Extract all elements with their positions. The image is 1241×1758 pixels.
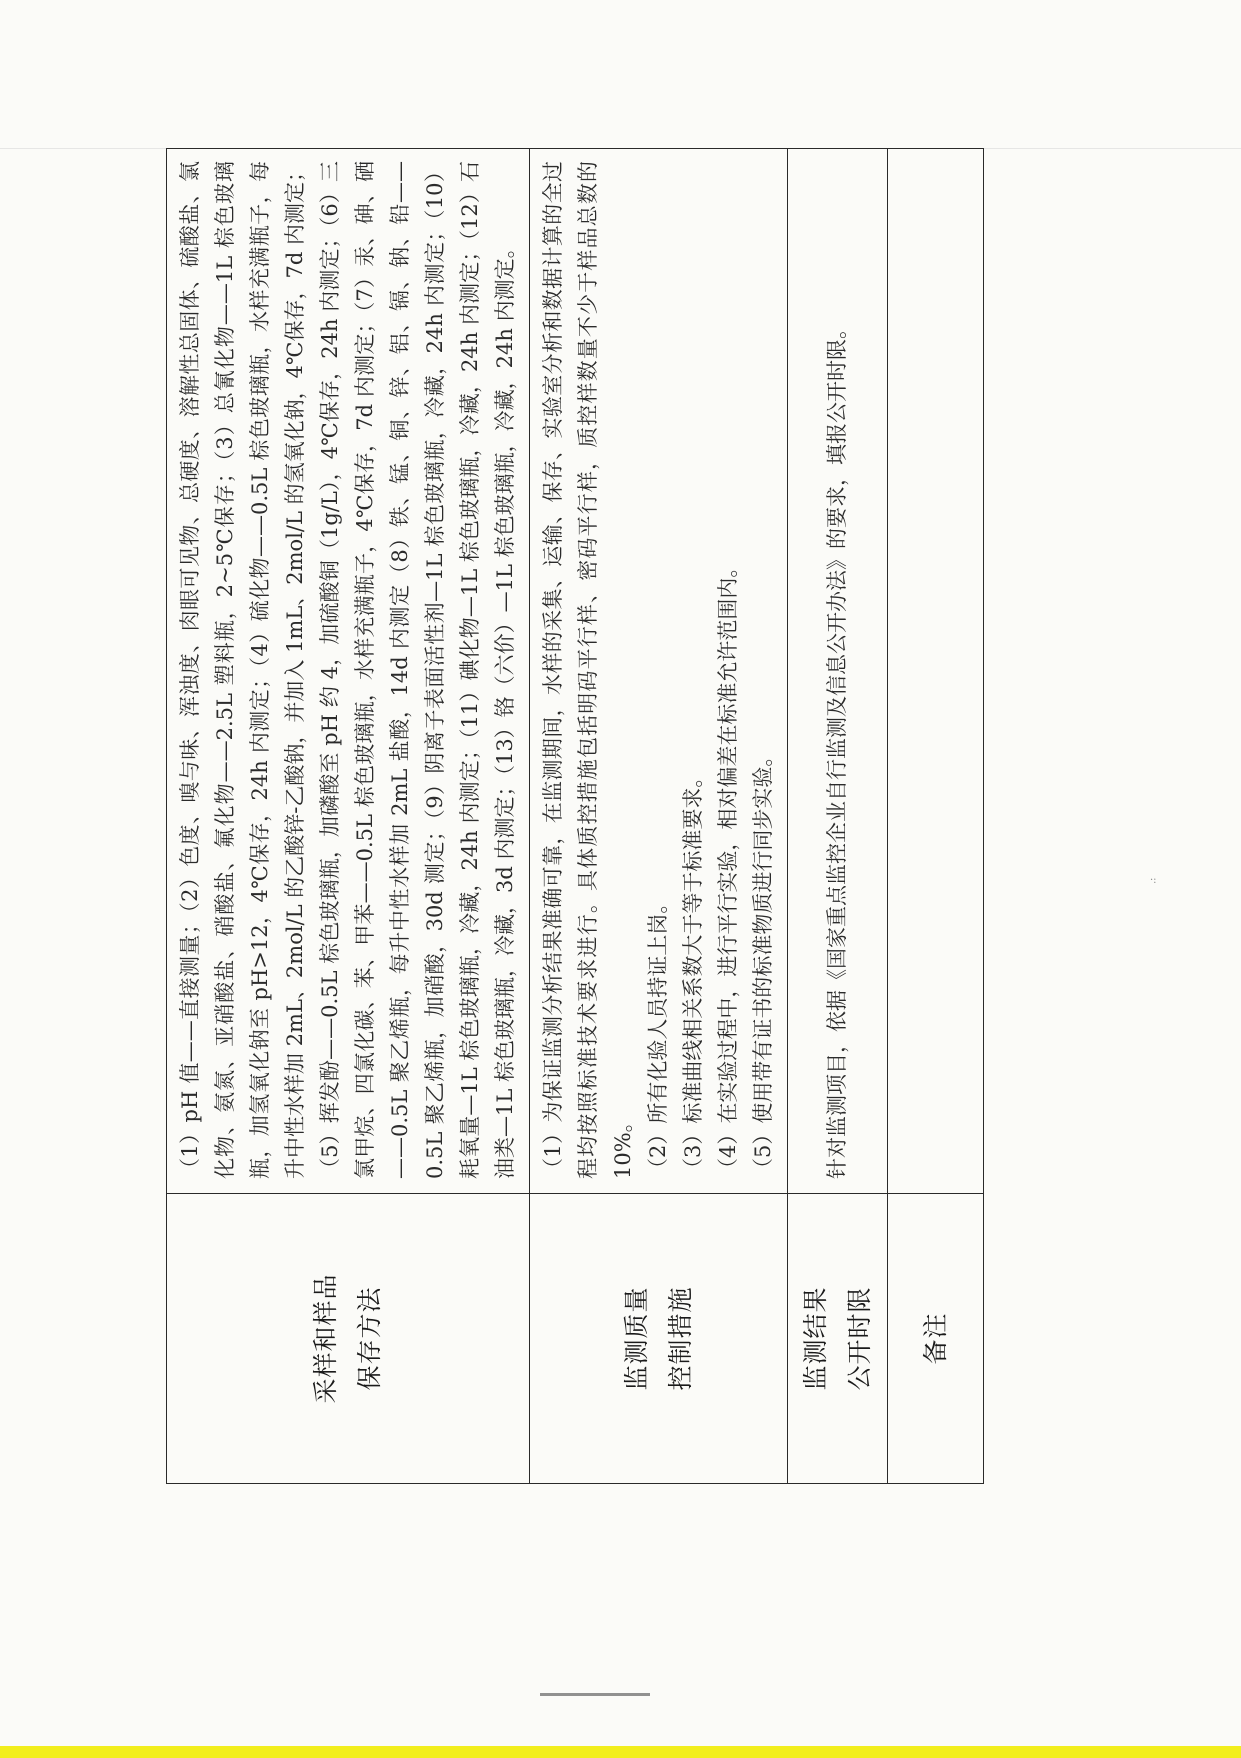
row-content-disclosure: [788, 149, 888, 1194]
label-line: 控制措施: [665, 1286, 695, 1391]
table-row-sampling: [167, 149, 530, 1484]
paragraph: （3）标准曲线相关系数大于等于标准要求。: [681, 766, 705, 1179]
paragraph: 针对监测项目，依据《国家重点监控企业自行监测及信息公开办法》的要求，填报公开时限。: [825, 318, 849, 1179]
row-label-remarks: [888, 1194, 984, 1484]
scan-artifact-specks: [540, 1693, 650, 1696]
paragraph: （1）pH 值——直接测量；（2）色度、嗅与味、浑浊度、肉眼可见物、总硬度、溶解性总固体、硫酸盐、氯化物、氨氮、亚硝酸盐、硝酸盐、氟化物——2.5L 塑料瓶，2~5℃保存；（3）总氰化物——1L 棕色玻璃瓶，加氢氧化钠至 pH>12，4℃保存，24h 内测定；（4）硫化物——0.5L 棕色玻璃瓶，水样充满瓶子，每升中性水样加 2mL、2mol/L 的乙酸锌-乙酸钠，并加入 1mL、2mol/L 的氢氧化钠，4℃保存，7d 内测定；（5）挥发酚——0.5L 棕色玻璃瓶，加磷酸至 pH 约 4，加硫酸铜（1g/L），4℃保存，24h 内测定；（6）三氯甲烷、四氯化碳、苯、甲苯——0.5L 棕色玻璃瓶，水样充满瓶子，4℃保存，7d 内测定；（7）汞、砷、硒——0.5L 聚乙烯瓶，每升中性水样加 2mL 盐酸，14d 内测定（8）铁、锰、铜、锌、铝、镉、钠、铅——0.5L 聚乙烯瓶，加硝酸，30d 测定；（9）阴离子表面活性剂—1L 棕色玻璃瓶，冷藏，24h 内测定；（10）耗氧量—1L 棕色玻璃瓶，冷藏，24h 内测定；（11）碘化物—1L 棕色玻璃瓶，冷藏，24h 内测定；（12）石油类—1L 棕色玻璃瓶，冷藏，3d 内测定；（13）铬（六价）—1L 棕色玻璃瓶，冷藏，24h 内测定。: [178, 161, 517, 1179]
row-content-sampling: [167, 149, 530, 1194]
paragraph: （5）使用带有证书的标准物质进行同步实验。: [751, 745, 775, 1179]
row-content-quality-control: [530, 149, 788, 1194]
rotated-table-area: [166, 149, 969, 1484]
row-label-quality-control: [530, 1194, 788, 1484]
monitoring-plan-table: [166, 148, 984, 1484]
paragraph: （2）所有化验人员持证上岗。: [646, 892, 670, 1179]
scan-artifact-dots: ·:: [1150, 875, 1157, 886]
label-line: 公开时限: [844, 1286, 874, 1391]
row-label-sampling: [167, 1194, 530, 1484]
label-line: 保存方法: [355, 1286, 384, 1391]
row-content-remarks: [888, 149, 984, 1194]
label-line: 采样和样品: [311, 1273, 340, 1404]
scan-artifact-band: [0, 1746, 1241, 1758]
label-line: 监测质量: [621, 1286, 651, 1391]
label-line: 监测结果: [800, 1286, 830, 1391]
label-line: 备注: [920, 1312, 950, 1365]
row-label-disclosure: [788, 1194, 888, 1484]
table-row-quality-control: [530, 149, 788, 1484]
table-row-remarks: [888, 149, 984, 1484]
table-row-disclosure: [788, 149, 888, 1484]
paragraph: （1）为保证监测分析结果准确可靠，在监测期间，水样的采集、运输、保存、实验室分析和数据计算的全过程均按照标准技术要求进行。具体质控措施包括明码平行样、密码平行样，质控样数量不少于样品总数的 10%。: [541, 161, 635, 1179]
paragraph: （4）在实验过程中，进行平行实验，相对偏差在标准允许范围内。: [716, 556, 740, 1179]
